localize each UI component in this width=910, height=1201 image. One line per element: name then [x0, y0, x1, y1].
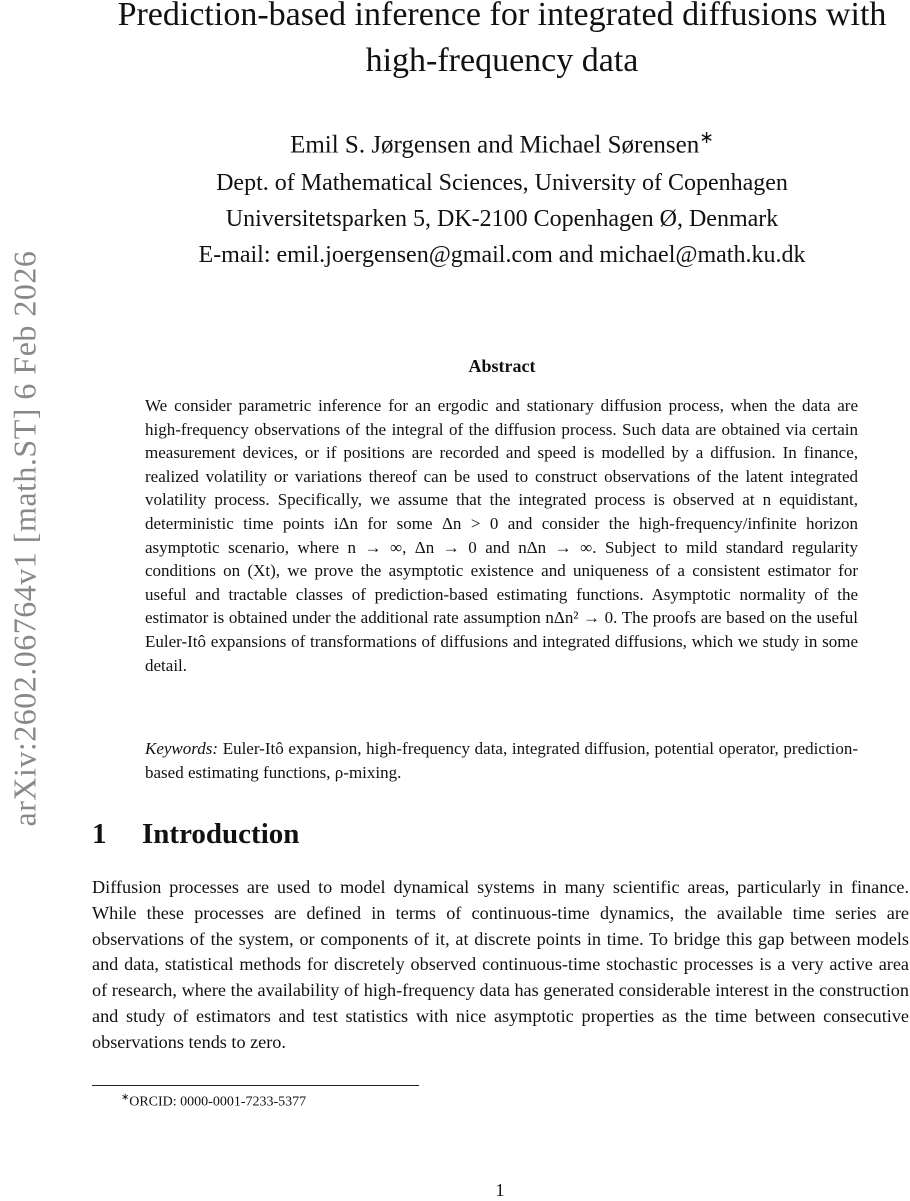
author-names: [92, 117, 910, 165]
abstract-text: We consider parametric inference for an ergodic and stationary diffusion process, when the data are high-frequency observations of the integral of the diffusion process. Such data are obtained via certain measurement devices, or if positions are recorded and speed is modelled by a diffusion. In finance, realized volatility or variations thereof can be used to construct observations of the latent integrated volatility process. Specifically, we assume that the integrated process is observed at n equidistant, deterministic time points iΔn for some Δn > 0 and consider the high-frequency/infinite horizon asymptotic scenario, where n → ∞, Δn → 0 and nΔn → ∞. Subject to mild standard regularity conditions on (Xt), we prove the asymptotic existence and uniqueness of a consistent estimator for useful and tractable classes of prediction-based estimating functions. Asymptotic normality of the estimator is obtained under the additional rate assumption nΔn² → 0. The proofs are based on the useful Euler-Itô expansions of transformations of diffusions and integrated diffusions, which we study in some detail.: [145, 396, 858, 675]
section-number: 1: [92, 818, 107, 850]
author-footnote-mark: ∗: [699, 127, 714, 147]
title-line-1: Prediction-based inference for integrated diffusions with: [117, 0, 887, 33]
affiliation: Dept. of Mathematical Sciences, University of Copenhagen: [216, 170, 788, 197]
section-heading: [92, 818, 299, 851]
section-title: Introduction: [142, 818, 300, 850]
arxiv-identifier-stamp: arXiv:2602.06764v1 [math.ST] 6 Feb 2026: [6, 250, 43, 827]
introduction-paragraph: Diffusion processes are used to model dynamical systems in many scientific areas, particularly in finance. While these processes are defined in terms of continuous-time dynamics, the available time series are observations of the system, or components of it, at discrete points in time. To bridge this gap between models and data, statistical methods for discretely observed continuous-time stochastic processes is a very active area of research, where the availability of high-frequency data has generated considerable interest in the construction and study of estimators and test statistics with nice asymptotic properties as the time between consecutive observations tends to zero.: [92, 877, 909, 1052]
keywords: [145, 737, 858, 785]
address: Universitetsparken 5, DK-2100 Copenhagen Ø, Denmark: [225, 206, 779, 233]
author-names-text: Emil S. Jørgensen and Michael Sørensen: [290, 131, 700, 159]
title-line-2: high-frequency data: [365, 42, 639, 79]
footnote-divider: [92, 1085, 419, 1086]
page-number: 1: [495, 1180, 505, 1200]
footnote-text: ORCID: 0000-0001-7233-5377: [129, 1094, 307, 1110]
keywords-label: Keywords:: [145, 739, 219, 758]
author-block: [92, 117, 910, 273]
footnote: [121, 1092, 306, 1111]
abstract-heading: Abstract: [468, 356, 536, 376]
email-line: E-mail: emil.joergensen@gmail.com and michael@math.ku.dk: [198, 242, 806, 269]
keywords-text: Euler-Itô expansion, high-frequency data, integrated diffusion, potential operator, prediction-based estimating functions, ρ-mixing.: [145, 739, 859, 782]
paper-title: [92, 0, 910, 84]
footnote-mark: ∗: [121, 1092, 130, 1103]
